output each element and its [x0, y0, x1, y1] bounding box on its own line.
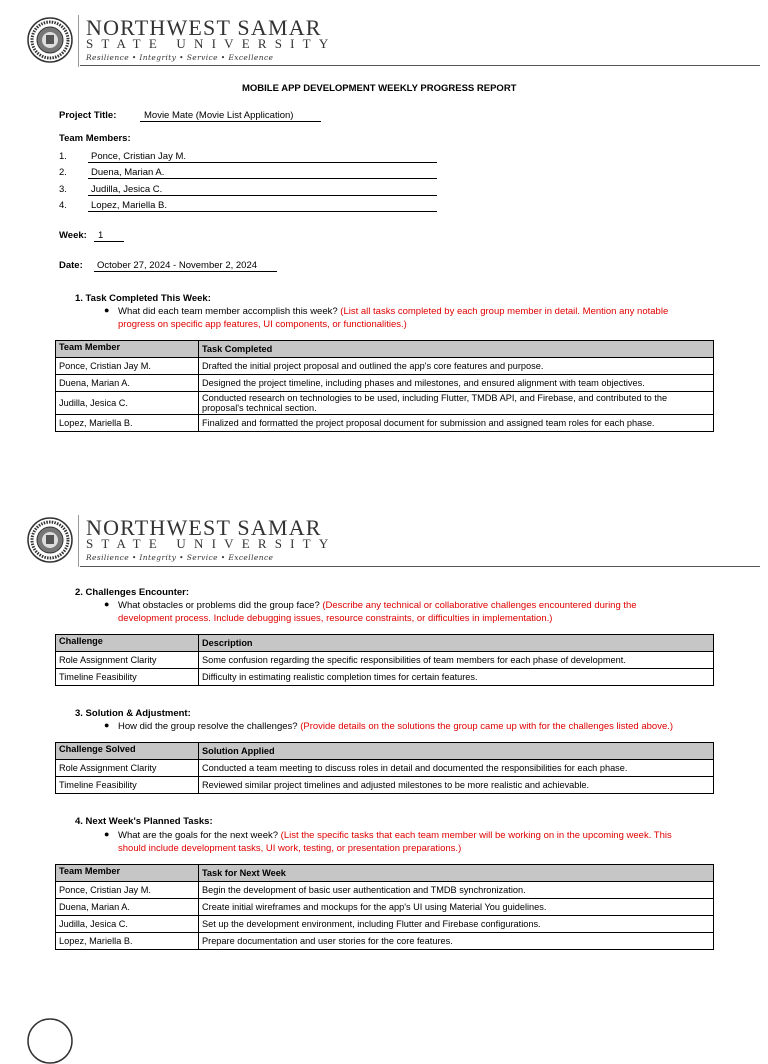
section-1-prompt — [118, 306, 668, 317]
member-number: 1. — [59, 151, 67, 162]
table-row — [56, 916, 714, 933]
section-1-heading: 1. Task Completed This Week: — [75, 293, 211, 304]
section-3-question: How did the group resolve the challenges? — [118, 721, 298, 732]
table-row — [56, 669, 714, 686]
bullet-icon: ● — [104, 599, 110, 609]
column-header: Task Completed — [199, 341, 714, 358]
column-header: Challenge — [56, 635, 199, 652]
member-name: Ponce, Cristian Jay M. — [91, 151, 187, 162]
table-cell: Ponce, Cristian Jay M. — [56, 358, 199, 375]
table-row — [56, 760, 714, 777]
project-title-text: Movie Mate (Movie List Application) — [144, 110, 294, 121]
next-week-table — [55, 864, 714, 950]
table-cell: Role Assignment Clarity — [56, 652, 199, 669]
table-row — [56, 882, 714, 899]
section-1-instruction-cont: progress on specific app features, UI components, or functionalities.) — [118, 319, 407, 330]
university-name: NORTHWEST SAMAR — [86, 515, 322, 540]
report-title: MOBILE APP DEVELOPMENT WEEKLY PROGRESS REPORT — [242, 83, 517, 94]
university-subtitle: STATE UNIVERSITY — [86, 536, 337, 551]
section-4-instruction-cont: should include development tasks, UI work, testing, or presentation preparations.) — [118, 843, 462, 854]
table-cell: Some confusion regarding the specific responsibilities of team members for each phase of development. — [199, 652, 714, 669]
table-row — [56, 899, 714, 916]
table-row — [56, 777, 714, 794]
table-row — [56, 415, 714, 432]
bullet-icon: ● — [104, 720, 110, 730]
table-row — [56, 933, 714, 950]
university-name: NORTHWEST SAMAR — [86, 15, 322, 40]
university-seal-icon — [27, 517, 73, 563]
table-cell: Judilla, Jesica C. — [56, 916, 199, 933]
table-header-row — [56, 635, 714, 652]
project-title-label: Project Title: — [59, 110, 117, 121]
tasks-completed-table — [55, 340, 714, 432]
table-cell: Judilla, Jesica C. — [56, 392, 199, 415]
section-3-instruction: (Provide details on the solutions the group came up with for the challenges listed above.) — [300, 721, 674, 732]
table-header-row — [56, 341, 714, 358]
university-seal-icon — [27, 17, 73, 63]
section-4-question: What are the goals for the next week? — [118, 830, 279, 841]
date-text: October 27, 2024 - November 2, 2024 — [97, 260, 258, 271]
member-name: Judilla, Jesica C. — [91, 184, 163, 195]
column-header: Solution Applied — [199, 743, 714, 760]
table-row — [56, 375, 714, 392]
table-cell: Begin the development of basic user authentication and TMDB synchronization. — [199, 882, 714, 899]
bullet-icon: ● — [104, 829, 110, 839]
header-divider — [78, 515, 79, 567]
header-rule — [80, 65, 760, 66]
team-members-label: Team Members: — [59, 133, 131, 144]
table-cell: Lopez, Mariella B. — [56, 933, 199, 950]
table-cell: Timeline Feasibility — [56, 669, 199, 686]
university-seal-icon — [27, 1018, 73, 1064]
column-header: Team Member — [56, 341, 199, 358]
section-2-prompt — [118, 600, 637, 611]
member-name-line — [88, 151, 437, 163]
section-4-heading: 4. Next Week's Planned Tasks: — [75, 816, 213, 827]
solutions-table — [55, 742, 714, 794]
section-4-instruction: (List the specific tasks that each team member will be working on in the upcoming week. This — [280, 830, 672, 841]
member-name-line — [88, 200, 437, 212]
member-number: 2. — [59, 167, 67, 178]
university-motto: Resilience • Integrity • Service • Excellence — [86, 553, 274, 562]
section-2-heading: 2. Challenges Encounter: — [75, 587, 190, 598]
table-cell: Role Assignment Clarity — [56, 760, 199, 777]
challenges-table — [55, 634, 714, 686]
section-2-instruction: (Describe any technical or collaborative challenges encountered during the — [322, 600, 637, 611]
date-label: Date: — [59, 260, 83, 271]
table-cell: Conducted research on technologies to be used, including Flutter, TMDB API, and Firebase, and contributed to the proposal's technical section. — [199, 392, 714, 415]
section-2-instruction-cont: development process. Include debugging issues, resource constraints, or difficulties in implementation.) — [118, 613, 553, 624]
university-subtitle: STATE UNIVERSITY — [86, 36, 337, 51]
page-header — [0, 15, 768, 65]
week-label: Week: — [59, 230, 87, 241]
week-value — [94, 230, 124, 242]
column-header: Team Member — [56, 865, 199, 882]
column-header: Description — [199, 635, 714, 652]
table-cell: Timeline Feasibility — [56, 777, 199, 794]
section-3-prompt — [118, 721, 673, 732]
member-name: Lopez, Mariella B. — [91, 200, 168, 211]
table-row — [56, 358, 714, 375]
column-header: Challenge Solved — [56, 743, 199, 760]
section-3-heading: 3. Solution & Adjustment: — [75, 708, 191, 719]
section-1-instruction: (List all tasks completed by each group member in detail. Mention any notable — [340, 306, 669, 317]
table-cell: Set up the development environment, including Flutter and Firebase configurations. — [199, 916, 714, 933]
bullet-icon: ● — [104, 305, 110, 315]
header-rule — [80, 566, 760, 567]
table-cell: Prepare documentation and user stories for the core features. — [199, 933, 714, 950]
table-cell: Duena, Marian A. — [56, 375, 199, 392]
table-row — [56, 392, 714, 415]
member-number: 4. — [59, 200, 67, 211]
week-number: 1 — [98, 230, 104, 241]
date-value — [94, 260, 277, 272]
table-cell: Duena, Marian A. — [56, 899, 199, 916]
university-motto: Resilience • Integrity • Service • Excellence — [86, 53, 274, 62]
table-cell: Ponce, Cristian Jay M. — [56, 882, 199, 899]
member-name: Duena, Marian A. — [91, 167, 165, 178]
page-header — [0, 515, 768, 565]
column-header: Task for Next Week — [199, 865, 714, 882]
table-cell: Drafted the initial project proposal and outlined the app's core features and purpose. — [199, 358, 714, 375]
member-number: 3. — [59, 184, 67, 195]
member-name-line — [88, 184, 437, 196]
table-cell: Designed the project timeline, including phases and milestones, and ensured alignment with team objectives. — [199, 375, 714, 392]
header-divider — [78, 15, 79, 67]
table-header-row — [56, 865, 714, 882]
project-title-value — [140, 110, 321, 122]
table-cell: Create initial wireframes and mockups for the app's UI using Material You guidelines. — [199, 899, 714, 916]
section-2-question: What obstacles or problems did the group face? — [118, 600, 320, 611]
member-name-line — [88, 167, 437, 179]
section-4-prompt — [118, 830, 672, 841]
table-header-row — [56, 743, 714, 760]
table-cell: Reviewed similar project timelines and adjusted milestones to be more realistic and achievable. — [199, 777, 714, 794]
table-cell: Finalized and formatted the project proposal document for submission and assigned team roles for each phase. — [199, 415, 714, 432]
table-cell: Lopez, Mariella B. — [56, 415, 199, 432]
table-row — [56, 652, 714, 669]
section-1-question: What did each team member accomplish this week? — [118, 306, 338, 317]
table-cell: Conducted a team meeting to discuss roles in detail and documented the responsibilities for each phase. — [199, 760, 714, 777]
table-cell: Difficulty in estimating realistic completion times for certain features. — [199, 669, 714, 686]
